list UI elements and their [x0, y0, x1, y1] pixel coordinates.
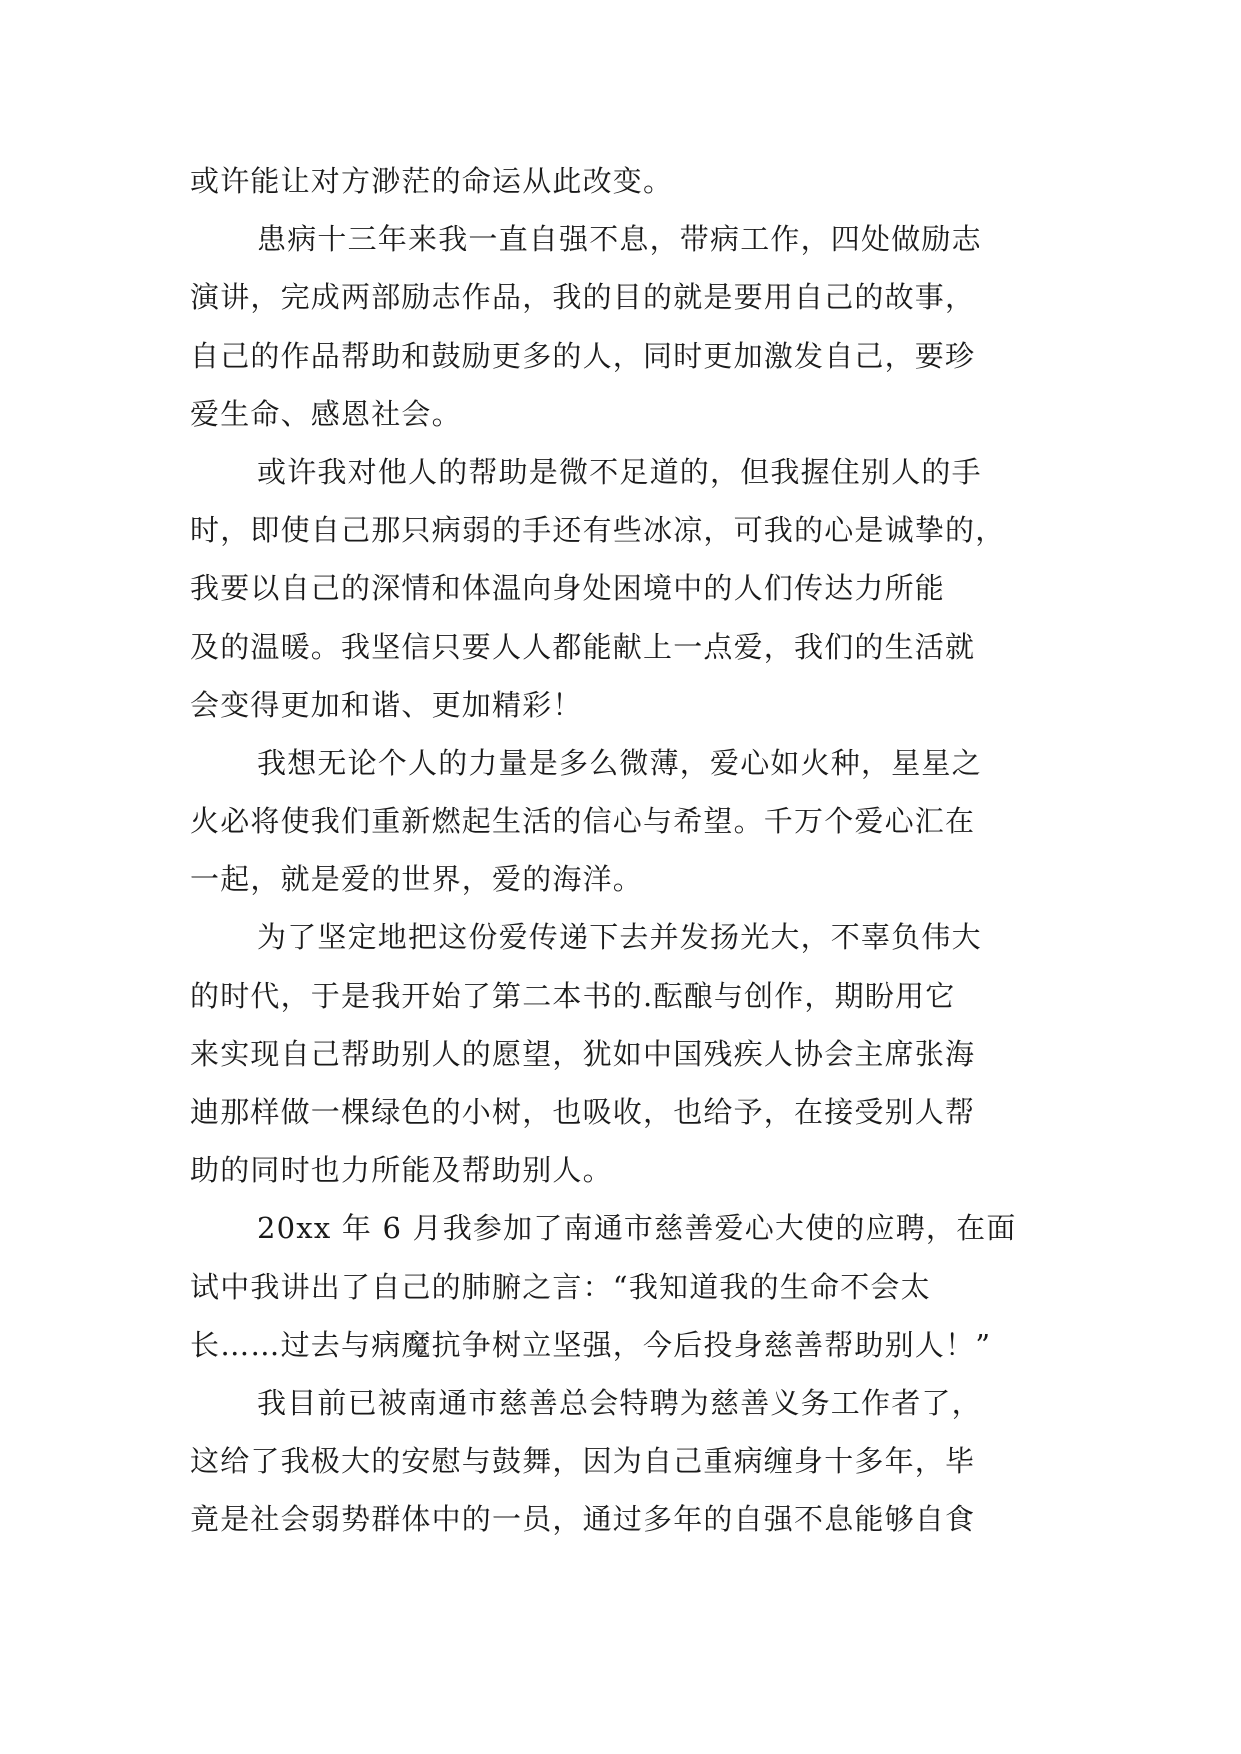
text-line: 为了坚定地把这份爱传递下去并发扬光大，不辜负伟大	[257, 920, 982, 955]
body-text	[190, 152, 1070, 1549]
text-line: 竟是社会弱势群体中的一员，通过多年的自强不息能够自食	[190, 1502, 976, 1537]
text-line: 或许能让对方渺茫的命运从此改变。	[190, 164, 674, 198]
text-line: 长……过去与病魔抗争树立坚强，今后投身慈善帮助别人！”	[190, 1327, 992, 1362]
text-line: 我想无论个人的力量是多么微薄，爱心如火种，星星之	[257, 745, 982, 780]
text-line: 及的温暖。我坚信只要人人都能献上一点爱，我们的生活就	[190, 629, 976, 664]
text-line: 我要以自己的深情和体温向身处困境中的人们传达力所能	[190, 571, 946, 606]
text-line: 演讲，完成两部励志作品，我的目的就是要用自己的故事，	[190, 280, 976, 315]
text-line: 一起，就是爱的世界，爱的海洋。	[190, 862, 644, 897]
text-line: 助的同时也力所能及帮助别人。	[190, 1153, 613, 1188]
text-line: 患病十三年来我一直自强不息，带病工作，四处做励志	[257, 222, 982, 257]
text-line: 试中我讲出了自己的肺腑之言：“我知道我的生命不会太	[190, 1269, 931, 1304]
text-line: 爱生命、感恩社会。	[190, 396, 462, 431]
text-line: 时，即使自己那只病弱的手还有些冰凉，可我的心是诚挚的，	[190, 513, 1006, 548]
text-line: 来实现自己帮助别人的愿望，犹如中国残疾人协会主席张海	[190, 1036, 976, 1071]
text-line: 的时代，于是我开始了第二本书的.酝酿与创作，期盼用它	[190, 978, 956, 1013]
text-line: 迪那样做一棵绿色的小树，也吸收，也给予，在接受别人帮	[190, 1095, 976, 1129]
text-line: 这给了我极大的安慰与鼓舞，因为自己重病缠身十多年，毕	[190, 1444, 976, 1479]
text-line: 会变得更加和谐、更加精彩！	[190, 687, 583, 722]
text-line: 火必将使我们重新燃起生活的信心与希望。千万个爱心汇在	[190, 804, 976, 839]
text-line: 或许我对他人的帮助是微不足道的，但我握住别人的手	[257, 454, 982, 489]
text-line: 我目前已被南通市慈善总会特聘为慈善义务工作者了，	[257, 1385, 982, 1420]
text-line: 自己的作品帮助和鼓励更多的人，同时更加激发自己，要珍	[190, 338, 976, 373]
text-line: 20xx 年 6 月我参加了南通市慈善爱心大使的应聘，在面	[257, 1211, 1017, 1246]
